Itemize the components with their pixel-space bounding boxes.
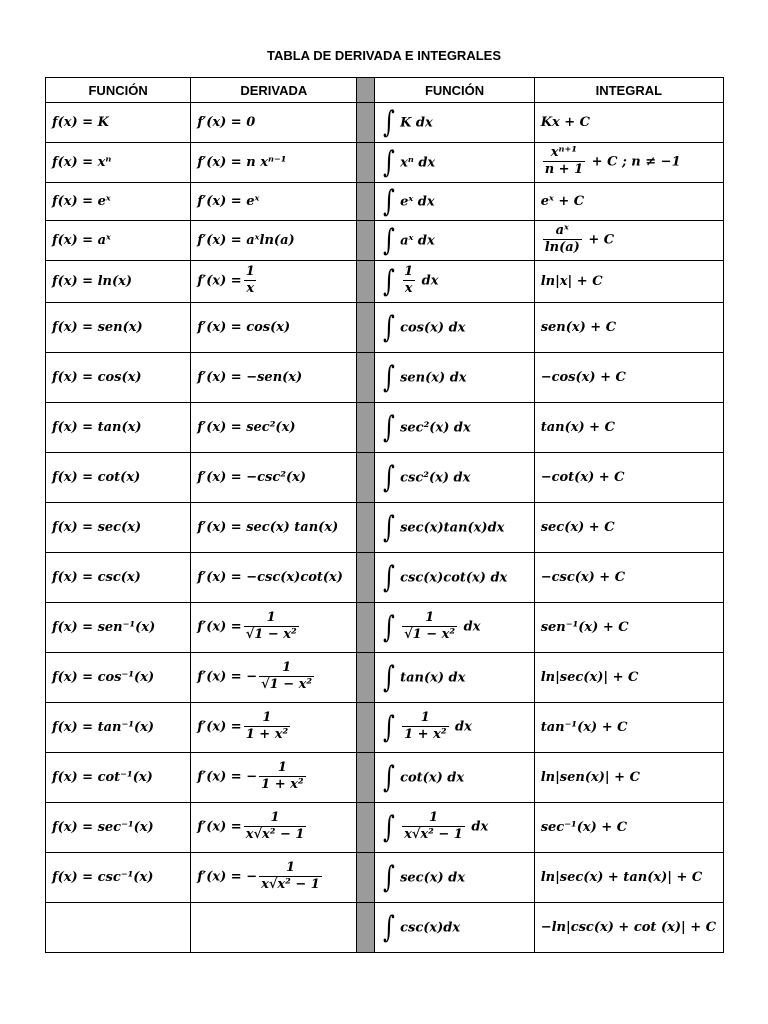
derivative-text: f′(x) = aˣln(a) — [197, 233, 295, 248]
derivative-fraction — [259, 661, 314, 693]
column-separator — [357, 303, 375, 353]
derivative-cell — [191, 653, 357, 703]
header-integral: INTEGRAL — [534, 78, 723, 103]
integral-result-text: ln|x| + C — [540, 274, 603, 289]
derivative-cell — [191, 103, 357, 143]
derivative-text: f′(x) = −sen(x) — [197, 370, 303, 385]
table-row — [46, 303, 724, 353]
integrand-cell — [375, 143, 534, 183]
column-separator — [357, 78, 375, 103]
integral-result-text: tan(x) + C — [540, 420, 615, 435]
fraction-denominator: x√x² − 1 — [261, 877, 320, 893]
integrand-fraction — [402, 711, 448, 743]
function-cell: f(x) = K — [46, 103, 191, 143]
integrand-cell — [375, 221, 534, 261]
header-funcion-integral: FUNCIÓN — [375, 78, 534, 103]
integrand-text: sec(x) dx — [400, 870, 466, 885]
fraction-denominator: 1 + x² — [404, 727, 447, 743]
derivative-fraction — [259, 761, 305, 793]
derivative-cell — [191, 553, 357, 603]
table-row — [46, 183, 724, 221]
integral-sign-icon: ∫ — [383, 183, 396, 219]
integral-sign-icon: ∫ — [383, 144, 396, 180]
integral-result-text: −csc(x) + C — [540, 570, 626, 585]
function-cell — [46, 903, 191, 953]
integral-result-cell — [534, 453, 723, 503]
integral-result-cell — [534, 143, 723, 183]
integral-sign-icon: ∫ — [383, 609, 396, 645]
derivative-cell — [191, 703, 357, 753]
column-separator — [357, 403, 375, 453]
integrand-text: cos(x) dx — [400, 320, 466, 335]
derivative-fraction — [244, 265, 257, 297]
function-cell: f(x) = xⁿ — [46, 143, 191, 183]
fraction-denominator: 1 + x² — [261, 777, 304, 793]
table-row — [46, 221, 724, 261]
table-row — [46, 903, 724, 953]
table-row — [46, 403, 724, 453]
integral-result-text: sen⁻¹(x) + C — [540, 620, 629, 635]
fraction-numerator: aˣ — [555, 223, 569, 239]
derivative-cell — [191, 853, 357, 903]
integral-result-text: −cos(x) + C — [540, 370, 626, 385]
integral-result-text: ln|sec(x) + tan(x)| + C — [540, 870, 703, 885]
derivative-cell — [191, 403, 357, 453]
derivative-text: f′(x) = sec²(x) — [197, 420, 296, 435]
fraction-numerator: 1 — [404, 264, 414, 280]
derivative-text: f′(x) = −csc(x)cot(x) — [197, 570, 343, 585]
derivative-text: f′(x) = −csc²(x) — [197, 470, 307, 485]
fraction-numerator: 1 — [285, 860, 296, 876]
integrand-text: cot(x) dx — [400, 770, 465, 785]
function-cell: f(x) = cos⁻¹(x) — [46, 653, 191, 703]
integral-result-cell — [534, 221, 723, 261]
column-separator — [357, 503, 375, 553]
integrand-text: dx — [450, 720, 472, 735]
column-separator — [357, 143, 375, 183]
table-row — [46, 603, 724, 653]
function-cell: f(x) = sec(x) — [46, 503, 191, 553]
fraction-denominator: n + 1 — [544, 162, 584, 178]
fraction-denominator: √1 − x² — [245, 627, 297, 643]
table-row — [46, 803, 724, 853]
table-row — [46, 503, 724, 553]
integral-result-cell — [534, 803, 723, 853]
column-separator — [357, 221, 375, 261]
integrand-text: sec²(x) dx — [400, 420, 471, 435]
column-separator — [357, 261, 375, 303]
derivative-cell — [191, 261, 357, 303]
fraction-denominator: 1 + x² — [245, 727, 289, 743]
derivative-cell — [191, 303, 357, 353]
integrand-fraction — [402, 265, 415, 297]
integrand-cell — [375, 353, 534, 403]
fraction-numerator: 1 — [277, 760, 287, 776]
column-separator — [357, 353, 375, 403]
integrand-text: sec(x)tan(x)dx — [400, 520, 505, 535]
integral-result-cell — [534, 183, 723, 221]
derivative-text: f′(x) = — [197, 620, 242, 635]
derivative-cell — [191, 603, 357, 653]
table-row — [46, 753, 724, 803]
integral-sign-icon: ∫ — [383, 709, 396, 745]
integral-result-text: −cot(x) + C — [540, 470, 625, 485]
function-cell: f(x) = tan(x) — [46, 403, 191, 453]
integrand-cell — [375, 653, 534, 703]
integrand-cell — [375, 103, 534, 143]
column-separator — [357, 653, 375, 703]
fraction-denominator: √1 − x² — [261, 677, 313, 693]
integrand-text: csc(x)cot(x) dx — [400, 570, 508, 585]
derivative-fraction — [244, 611, 299, 643]
table-row — [46, 261, 724, 303]
integrand-cell — [375, 903, 534, 953]
integral-sign-icon: ∫ — [383, 104, 396, 140]
column-separator — [357, 803, 375, 853]
derivative-cell — [191, 143, 357, 183]
integrand-text: dx — [466, 820, 489, 835]
integral-sign-icon: ∫ — [383, 759, 396, 795]
function-cell: f(x) = sec⁻¹(x) — [46, 803, 191, 853]
derivative-fraction — [244, 811, 307, 843]
integral-result-cell — [534, 603, 723, 653]
fraction-denominator: ln(a) — [544, 240, 580, 256]
fraction-denominator: x — [404, 281, 413, 297]
fraction-denominator: x — [246, 281, 255, 297]
integral-result-text: sec(x) + C — [540, 520, 615, 535]
derivative-text: f′(x) = cos(x) — [197, 320, 291, 335]
integral-result-text: sec⁻¹(x) + C — [540, 820, 628, 835]
integral-result-cell — [534, 553, 723, 603]
integral-sign-icon: ∫ — [383, 459, 396, 495]
integral-result-text: eˣ + C — [540, 194, 585, 209]
fraction-numerator: xⁿ⁺¹ — [550, 145, 578, 161]
column-separator — [357, 703, 375, 753]
derivative-text: f′(x) = sec(x) tan(x) — [197, 520, 339, 535]
derivative-cell — [191, 353, 357, 403]
fraction-denominator: x√x² − 1 — [245, 827, 305, 843]
integral-sign-icon: ∫ — [383, 263, 396, 299]
integral-result-cell — [534, 753, 723, 803]
header-funcion-derivada: FUNCIÓN — [46, 78, 191, 103]
function-cell: f(x) = ln(x) — [46, 261, 191, 303]
header-derivada: DERIVADA — [191, 78, 357, 103]
function-cell: f(x) = csc⁻¹(x) — [46, 853, 191, 903]
integral-sign-icon: ∫ — [383, 359, 396, 395]
integral-result-cell — [534, 703, 723, 753]
integral-result-cell — [534, 103, 723, 143]
integral-result-text: ln|sec(x)| + C — [540, 670, 639, 685]
integrand-text: aˣ dx — [400, 233, 435, 248]
integral-result-text: + C ; n ≠ −1 — [587, 155, 681, 170]
function-cell: f(x) = cos(x) — [46, 353, 191, 403]
derivative-integral-table — [45, 77, 724, 953]
fraction-numerator: 1 — [266, 610, 276, 626]
derivative-text: f′(x) = n xⁿ⁻¹ — [197, 155, 287, 170]
derivative-text: f′(x) = − — [197, 770, 258, 785]
column-separator — [357, 453, 375, 503]
integrand-text: tan(x) dx — [400, 670, 466, 685]
integrand-cell — [375, 261, 534, 303]
integrand-cell — [375, 403, 534, 453]
table-row — [46, 103, 724, 143]
column-separator — [357, 103, 375, 143]
integrand-text: eˣ dx — [400, 194, 435, 209]
table-row — [46, 553, 724, 603]
integral-result-fraction — [543, 146, 585, 178]
column-separator — [357, 603, 375, 653]
integrand-text: xⁿ dx — [400, 155, 436, 170]
integrand-cell — [375, 503, 534, 553]
integrand-cell — [375, 453, 534, 503]
derivative-cell — [191, 503, 357, 553]
column-separator — [357, 553, 375, 603]
derivative-cell — [191, 221, 357, 261]
integrand-text: csc(x)dx — [400, 920, 461, 935]
integrand-cell — [375, 853, 534, 903]
table-row — [46, 453, 724, 503]
integrand-cell — [375, 303, 534, 353]
integral-result-text: sen(x) + C — [540, 320, 617, 335]
function-cell: f(x) = aˣ — [46, 221, 191, 261]
table-row — [46, 353, 724, 403]
integral-result-cell — [534, 503, 723, 553]
integrand-text: sen(x) dx — [400, 370, 467, 385]
integrand-text: K dx — [400, 115, 433, 130]
integral-result-cell — [534, 903, 723, 953]
integrand-fraction — [402, 611, 457, 643]
page-title: TABLA DE DERIVADA E INTEGRALES — [266, 48, 501, 63]
derivative-fraction — [259, 861, 322, 893]
integrand-fraction — [402, 811, 465, 843]
table-row — [46, 703, 724, 753]
fraction-numerator: 1 — [428, 810, 438, 826]
fraction-denominator: √1 − x² — [404, 627, 456, 643]
integrand-cell — [375, 553, 534, 603]
table-row — [46, 653, 724, 703]
integral-result-fraction — [543, 224, 582, 256]
function-cell: f(x) = sen⁻¹(x) — [46, 603, 191, 653]
fraction-numerator: 1 — [420, 710, 430, 726]
derivative-cell — [191, 183, 357, 221]
column-separator — [357, 853, 375, 903]
derivative-text: f′(x) = eˣ — [197, 194, 260, 209]
integral-result-cell — [534, 353, 723, 403]
fraction-numerator: 1 — [425, 610, 435, 626]
derivative-cell — [191, 803, 357, 853]
integrand-text: csc²(x) dx — [400, 470, 471, 485]
integral-result-cell — [534, 853, 723, 903]
function-cell: f(x) = cot(x) — [46, 453, 191, 503]
derivative-fraction — [244, 711, 290, 743]
integral-sign-icon: ∫ — [383, 559, 396, 595]
column-separator — [357, 753, 375, 803]
integral-result-cell — [534, 261, 723, 303]
integrand-text: dx — [459, 620, 481, 635]
fraction-numerator: 1 — [245, 264, 255, 280]
integrand-cell — [375, 803, 534, 853]
integral-sign-icon: ∫ — [383, 222, 396, 258]
table-header-row — [46, 78, 724, 103]
table-row — [46, 853, 724, 903]
derivative-cell — [191, 453, 357, 503]
table-row — [46, 143, 724, 183]
column-separator — [357, 903, 375, 953]
integral-sign-icon: ∫ — [383, 809, 396, 845]
integrand-cell — [375, 753, 534, 803]
function-cell: f(x) = eˣ — [46, 183, 191, 221]
integral-sign-icon: ∫ — [383, 409, 396, 445]
integral-result-text: −ln|csc(x) + cot (x)| + C — [540, 920, 717, 935]
fraction-numerator: 1 — [262, 710, 272, 726]
integral-result-text: ln|sen(x)| + C — [540, 770, 640, 785]
derivative-text: f′(x) = − — [197, 870, 258, 885]
function-cell: f(x) = csc(x) — [46, 553, 191, 603]
fraction-numerator: 1 — [270, 810, 280, 826]
derivative-text: f′(x) = — [197, 720, 242, 735]
derivative-cell — [191, 753, 357, 803]
fraction-numerator: 1 — [282, 660, 292, 676]
integral-sign-icon: ∫ — [383, 859, 396, 895]
integral-result-text: tan⁻¹(x) + C — [540, 720, 628, 735]
function-cell: f(x) = sen(x) — [46, 303, 191, 353]
integrand-cell — [375, 703, 534, 753]
integrand-cell — [375, 183, 534, 221]
function-cell: f(x) = tan⁻¹(x) — [46, 703, 191, 753]
integral-result-cell — [534, 303, 723, 353]
integral-result-text: Kx + C — [540, 115, 591, 130]
derivative-text: f′(x) = — [197, 820, 242, 835]
derivative-cell — [191, 903, 357, 953]
integral-sign-icon: ∫ — [383, 659, 396, 695]
derivative-text: f′(x) = 0 — [197, 115, 256, 130]
derivative-text: f′(x) = − — [197, 670, 258, 685]
integrand-cell — [375, 603, 534, 653]
fraction-denominator: x√x² − 1 — [404, 827, 463, 843]
integral-sign-icon: ∫ — [383, 509, 396, 545]
integral-sign-icon: ∫ — [383, 909, 396, 945]
integrand-text: dx — [417, 274, 439, 289]
integral-result-cell — [534, 653, 723, 703]
integral-result-text: + C — [583, 233, 615, 248]
integral-sign-icon: ∫ — [383, 309, 396, 345]
function-cell: f(x) = cot⁻¹(x) — [46, 753, 191, 803]
integral-result-cell — [534, 403, 723, 453]
derivative-text: f′(x) = — [197, 274, 242, 289]
column-separator — [357, 183, 375, 221]
